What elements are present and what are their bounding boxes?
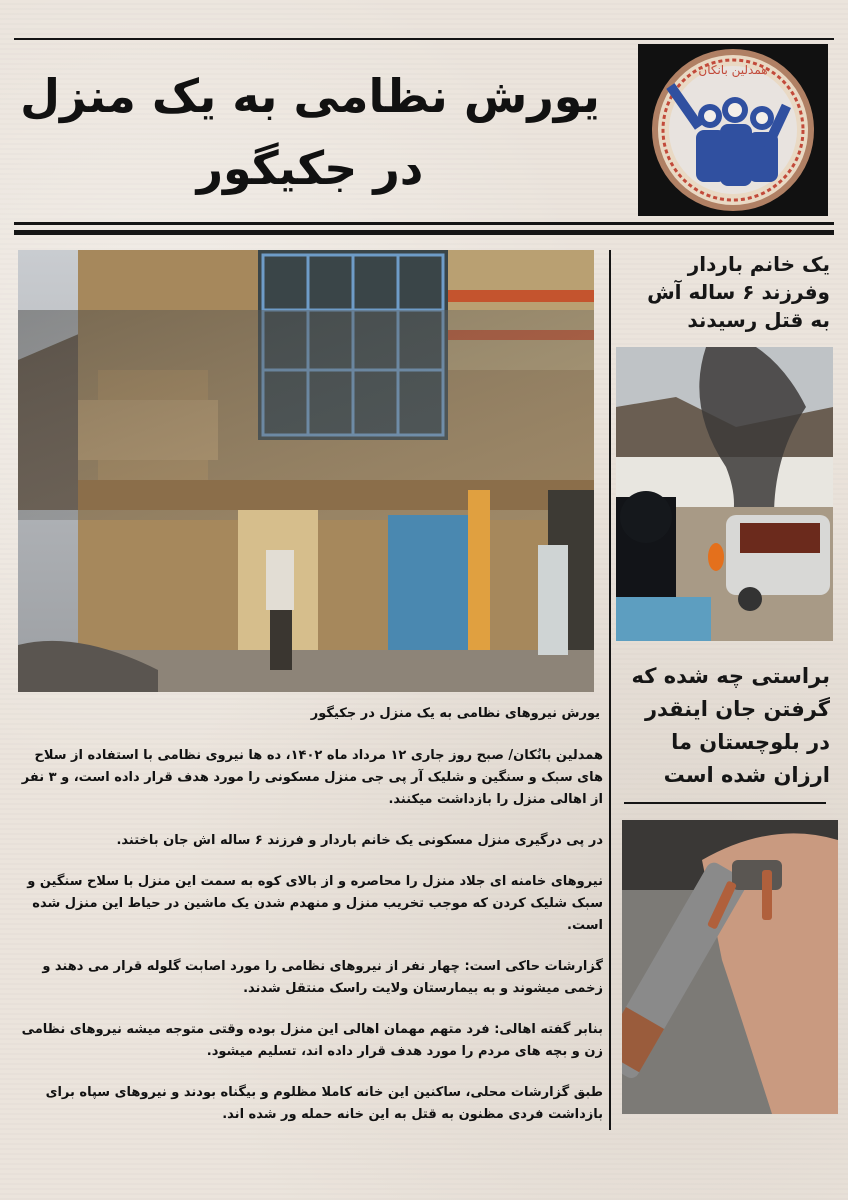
hamdelin-logo	[638, 44, 828, 216]
side-rule	[624, 802, 826, 804]
side-headline-top	[618, 250, 830, 334]
top-rule	[14, 38, 834, 40]
header-bottom-rule-2	[14, 230, 834, 235]
page-title	[10, 60, 610, 210]
article-paragraph: نیروهای خامنه ای جلاد منزل را محاصره و از بالای کوه به سمت این منزل با سلاح سنگین و سبک شلیک کردن که موجب تخریب منزل و منهدم شدن یک ماشین در حیاط این منزل شده است.	[27, 874, 603, 933]
main-photo-damaged-house	[18, 250, 594, 692]
title-line-2: در جکیگور	[196, 141, 424, 195]
article-paragraph: در پی درگیری منزل مسکونی یک خانم باردار و فرزند ۶ ساله اش جان باختند.	[116, 833, 603, 848]
side-headline-top-line-2: وفرزند ۶ ساله آش	[647, 280, 830, 304]
logo-text: همدلین بانکان	[698, 63, 768, 77]
article-paragraph: طبق گزارشات محلی، ساکنین این خانه کاملا مظلوم و بیگناه بودند و نیروهای سپاه برای بازداشت فردی مظنون به قتل به این خانه حمله ور شده اند.	[45, 1085, 603, 1122]
article-body	[18, 745, 603, 1145]
article-paragraph: گزارشات حاکی است: چهار نفر از نیروهای نظامی را مورد اصابت گلوله قرار می دهند و زخمی میشوند و به بیمارستان ولایت راسک منتقل شدند.	[42, 959, 603, 996]
side-headline-middle-line-3: در بلوچستان ما	[671, 730, 830, 754]
side-headline-top-line-3: به قتل رسیدند	[687, 308, 830, 332]
title-line-1: یورش نظامی به یک منزل	[20, 69, 600, 123]
article-paragraph: بنابر گفته اهالی: فرد متهم مهمان اهالی این منزل بوده وقتی متوجه میشه نیروهای نظامی زن و بچه های مردم را مورد هدف قرار داده اند، تسلیم میشود.	[21, 1022, 603, 1059]
article-paragraph: همدلین بانُکان/ صبح روز جاری ۱۲ مرداد ماه ۱۴۰۲، ده ها نیروی نظامی با استفاده از سلاح های سبک و سنگین و شلیک آر پی جی منزل مسکونی را مورد هدف قرار داده است، و ۳ نفر از اهالی منزل را بازداشت میکنند.	[21, 748, 603, 807]
column-divider	[609, 250, 611, 1130]
side-headline-middle-line-4: ارزان شده است	[663, 763, 830, 787]
side-headline-middle-line-2: گرفتن جان اینقدر	[644, 697, 830, 721]
header-bottom-rule	[14, 222, 834, 225]
side-photo-burning-car	[616, 347, 833, 641]
side-headline-middle	[618, 660, 830, 792]
side-photo-rocket-shell	[622, 820, 838, 1114]
photo-caption: یورش نیروهای نظامی به یک منزل در جکیگور	[310, 706, 600, 721]
side-headline-top-line-1: یک خانم باردار	[687, 252, 830, 276]
side-headline-middle-line-1: براستی چه شده که	[631, 664, 830, 688]
